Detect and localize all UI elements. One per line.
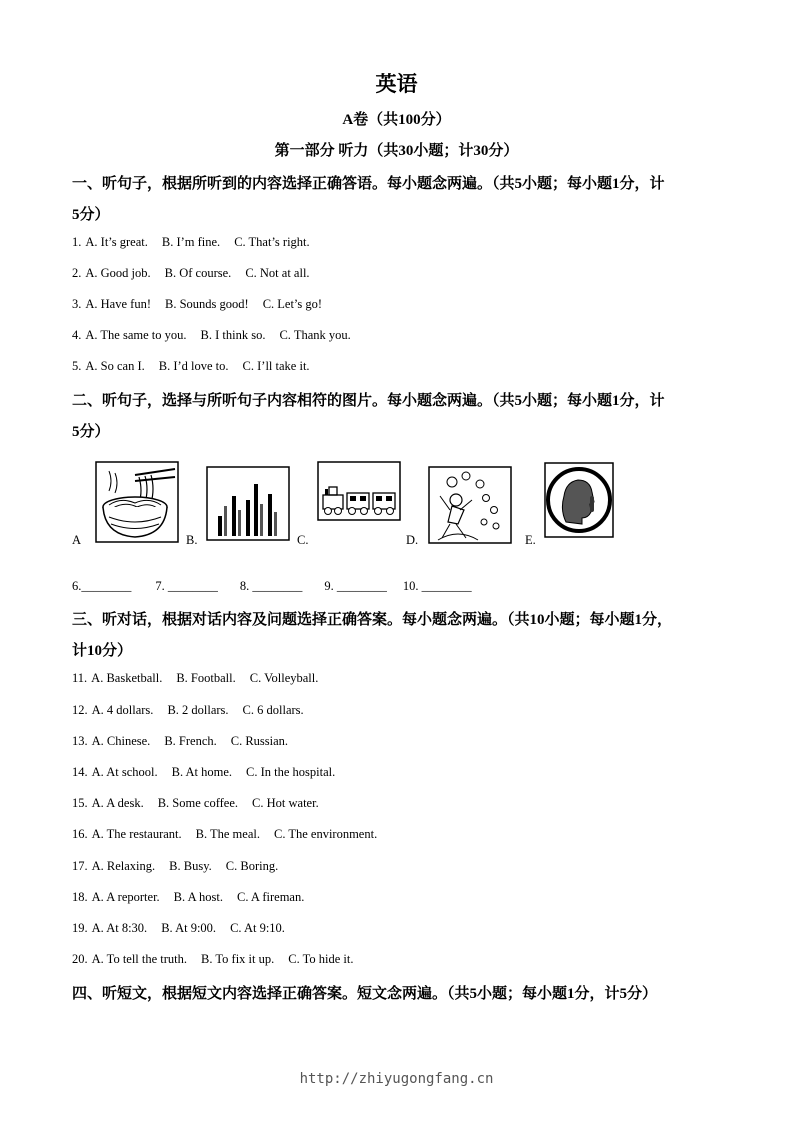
question-number: 20. xyxy=(72,952,88,966)
page-title: 英语 xyxy=(375,72,418,96)
answer-blanks-row xyxy=(72,579,486,594)
answer-blank[interactable]: 10. ________ xyxy=(402,579,472,593)
option-a: A. At school. xyxy=(91,765,158,779)
option-a: A. Have fun! xyxy=(85,297,151,311)
question-number: 12. xyxy=(72,703,88,717)
question-number: 16. xyxy=(72,827,88,841)
option-c: C. Not at all. xyxy=(245,266,310,280)
section1-heading-line1: 一、听句子，根据所听到的内容选择正确答语。每小题念两遍。（共5小题；每小题1分，计 xyxy=(72,176,665,192)
option-c: C. At 9:10. xyxy=(230,921,285,935)
footer-url: http://zhiyugongfang.cn xyxy=(299,1071,494,1087)
toy-train-icon xyxy=(317,461,401,521)
question-item xyxy=(72,765,349,780)
section3-heading-line1: 三、听对话，根据对话内容及问题选择正确答案。每小题念两遍。（共10小题；每小题1分， xyxy=(72,612,673,628)
option-b: B. French. xyxy=(164,734,217,748)
question-item xyxy=(72,859,292,874)
option-c: C. That’s right. xyxy=(234,235,310,249)
silence-profile-icon xyxy=(544,462,614,538)
option-b: B. A host. xyxy=(173,890,223,904)
question-item xyxy=(72,328,365,343)
question-number: 14. xyxy=(72,765,88,779)
option-b: B. I’d love to. xyxy=(158,359,229,373)
question-item xyxy=(72,266,324,281)
question-item xyxy=(72,297,336,312)
question-item xyxy=(72,796,333,811)
juggling-clown-icon xyxy=(428,466,512,544)
noodle-bowl-icon xyxy=(95,461,179,543)
option-a: A. Basketball. xyxy=(91,671,163,685)
question-number: 18. xyxy=(72,890,88,904)
question-number: 4. xyxy=(72,328,82,342)
option-b: B. I think so. xyxy=(200,328,266,342)
option-a: A. A desk. xyxy=(91,796,144,810)
option-c: C. Let’s go! xyxy=(262,297,323,311)
answer-blank[interactable]: 8. ________ xyxy=(239,579,303,593)
question-number: 15. xyxy=(72,796,88,810)
question-number: 5. xyxy=(72,359,82,373)
option-a: A. Relaxing. xyxy=(91,859,156,873)
question-item xyxy=(72,359,324,374)
option-c: C. Russian. xyxy=(230,734,289,748)
question-item xyxy=(72,703,318,718)
option-c: C. In the hospital. xyxy=(246,765,336,779)
section2-heading-line1: 二、听句子，选择与所听句子内容相符的图片。每小题念两遍。（共5小题；每小题1分，计 xyxy=(72,393,665,409)
question-number: 11. xyxy=(72,671,88,685)
option-a: A. The restaurant. xyxy=(91,827,182,841)
question-item xyxy=(72,890,318,905)
option-c: C. The environment. xyxy=(273,827,378,841)
question-number: 19. xyxy=(72,921,88,935)
part-one-heading: 第一部分 听力（共30小题；计30分） xyxy=(274,143,519,159)
question-item xyxy=(72,952,367,967)
option-c: C. I’ll take it. xyxy=(242,359,310,373)
option-b: B. At home. xyxy=(171,765,233,779)
option-a: A. To tell the truth. xyxy=(91,952,188,966)
picture-label-b: B. xyxy=(186,533,198,547)
option-b: B. I’m fine. xyxy=(161,235,221,249)
option-b: B. Of course. xyxy=(164,266,232,280)
option-a: A. 4 dollars. xyxy=(91,703,154,717)
question-number: 13. xyxy=(72,734,88,748)
option-c: C. Volleyball. xyxy=(249,671,319,685)
option-c: C. Hot water. xyxy=(252,796,319,810)
option-b: B. To fix it up. xyxy=(201,952,275,966)
option-a: A. It’s great. xyxy=(85,235,148,249)
section2-heading-line2: 5分） xyxy=(72,424,110,440)
option-b: B. Busy. xyxy=(169,859,212,873)
section3-heading-line2: 计10分） xyxy=(72,643,133,659)
option-a: A. So can I. xyxy=(85,359,145,373)
question-number: 2. xyxy=(72,266,82,280)
question-item xyxy=(72,921,299,936)
question-item xyxy=(72,827,391,842)
answer-blank[interactable]: 6.________ xyxy=(72,579,132,593)
bar-chart-icon xyxy=(206,466,290,541)
answer-blank[interactable]: 9. ________ xyxy=(324,579,387,593)
picture-label-c: C. xyxy=(297,533,309,547)
question-number: 1. xyxy=(72,235,82,249)
option-c: C. To hide it. xyxy=(288,952,354,966)
picture-label-a: A xyxy=(72,533,82,547)
option-a: A. At 8:30. xyxy=(91,921,148,935)
option-b: B. Sounds good! xyxy=(164,297,249,311)
question-item xyxy=(72,235,324,250)
option-b: B. The meal. xyxy=(195,827,260,841)
option-a: A. A reporter. xyxy=(91,890,160,904)
option-c: C. 6 dollars. xyxy=(242,703,304,717)
option-a: A. Good job. xyxy=(85,266,151,280)
option-c: C. Thank you. xyxy=(279,328,351,342)
option-a: A. Chinese. xyxy=(91,734,151,748)
question-item xyxy=(72,671,332,686)
option-b: B. Some coffee. xyxy=(157,796,239,810)
picture-label-d: D. xyxy=(406,533,419,547)
option-a: A. The same to you. xyxy=(85,328,187,342)
answer-blank[interactable]: 7. ________ xyxy=(155,579,218,593)
paper-part-heading: A卷（共100分） xyxy=(342,112,451,128)
question-number: 17. xyxy=(72,859,88,873)
option-b: B. Football. xyxy=(176,671,236,685)
section4-heading: 四、听短文，根据短文内容选择正确答案。短文念两遍。（共5小题；每小题1分，计5分） xyxy=(72,986,658,1002)
section1-heading-line2: 5分） xyxy=(72,207,110,223)
option-c: C. A fireman. xyxy=(237,890,305,904)
picture-label-e: E. xyxy=(525,533,536,547)
option-c: C. Boring. xyxy=(225,859,279,873)
question-number: 3. xyxy=(72,297,82,311)
option-b: B. At 9:00. xyxy=(161,921,217,935)
question-item xyxy=(72,734,302,749)
option-b: B. 2 dollars. xyxy=(167,703,229,717)
